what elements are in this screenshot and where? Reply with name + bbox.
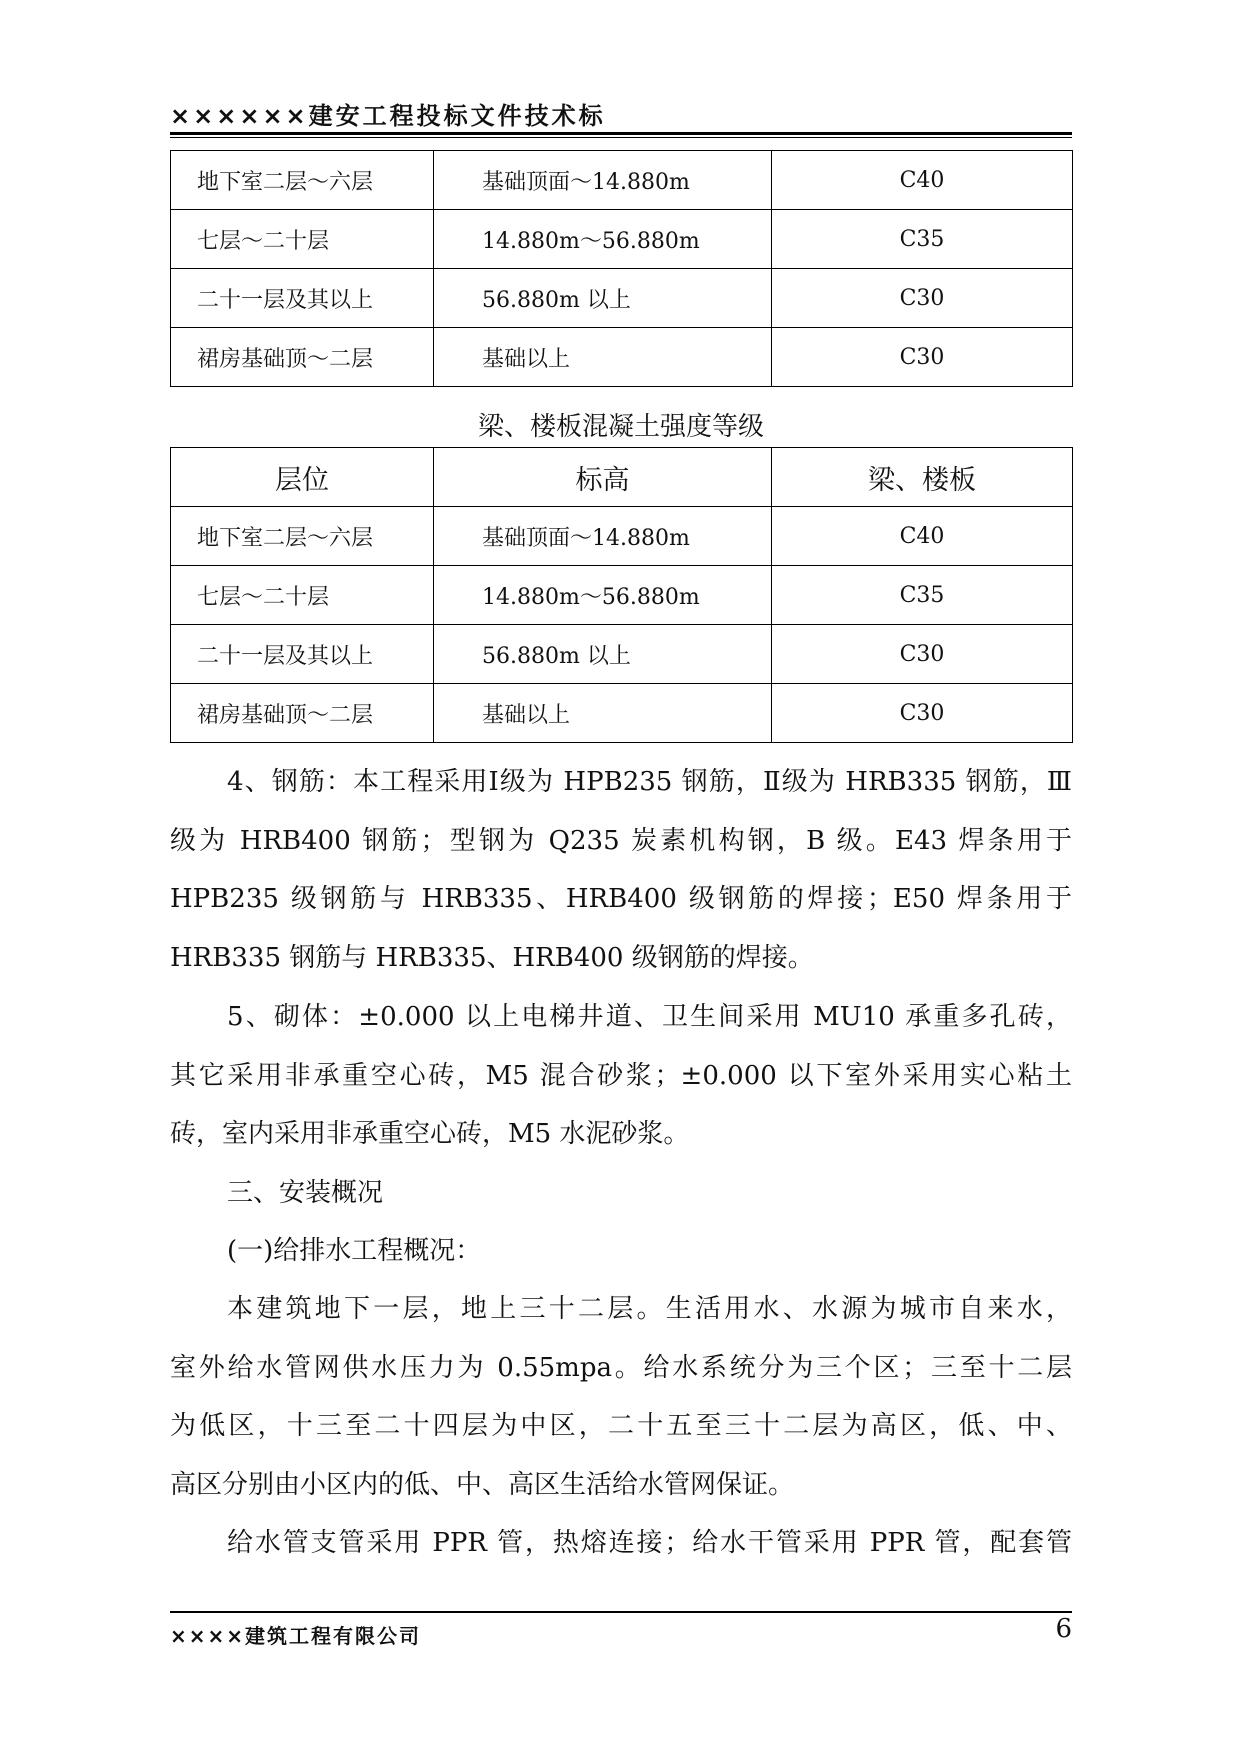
text-line: 5、砌体：±0.000 以上电梯井道、卫生间采用 MU10 承重多孔砖， (227, 1002, 1072, 1032)
text-line: 高区分别由小区内的低、中、高区生活给水管网保证。 (170, 1469, 795, 1500)
paragraph-water-supply (170, 1280, 1072, 1514)
table-cell-grade: C35 (772, 566, 1073, 625)
text-line: HRB335 钢筋与 HRB335、HRB400 级钢筋的焊接。 (170, 942, 814, 973)
table-cell-grade: C35 (772, 210, 1073, 269)
table-cell-grade: C30 (772, 625, 1073, 684)
table-cell-elevation: 14.880m～56.880m (434, 566, 772, 625)
paragraph-pipe (170, 1514, 1072, 1573)
table-cell-grade: C30 (772, 269, 1073, 328)
footer-company: ××××建筑工程有限公司 (170, 1624, 422, 1648)
table-caption: 梁、楼板混凝土强度等级 (477, 412, 764, 442)
column-header-elevation: 标高 (434, 448, 772, 507)
header-rule-thin (170, 137, 1072, 138)
header-rule-thick (170, 132, 1072, 135)
table-cell-elevation: 56.880m 以上 (434, 269, 772, 328)
text-line: 给水管支管采用 PPR 管，热熔连接；给水干管采用 PPR 管，配套管 (227, 1528, 1072, 1558)
table-cell-floor: 地下室二层～六层 (171, 151, 434, 210)
table-cell-floor: 二十一层及其以上 (171, 269, 434, 328)
text-line: 砖，室内采用非承重空心砖，M5 水泥砂浆。 (170, 1119, 690, 1149)
table-cell-grade: C30 (772, 328, 1073, 387)
text-line: 室外给水管网供水压力为 0.55mpa。给水系统分为三个区；三至十二层 (170, 1352, 1072, 1383)
column-header-beam-slab: 梁、楼板 (772, 448, 1073, 507)
table-cell-grade: C30 (772, 684, 1073, 743)
subsection-heading-water (170, 1222, 1072, 1281)
beam-slab-concrete-grade-table (170, 447, 1073, 743)
table-cell-elevation: 基础顶面～14.880m (434, 151, 772, 210)
page-header-title: ××××××建安工程投标文件技术标 (170, 102, 606, 130)
table-cell-floor: 七层～二十层 (171, 566, 434, 625)
text-line: 级为 HRB400 钢筋；型钢为 Q235 炭素机构钢，B 级。E43 焊条用于 (170, 825, 1072, 856)
table-cell-grade: C40 (772, 507, 1073, 566)
paragraph-masonry (170, 988, 1072, 1164)
table-cell-elevation: 14.880m～56.880m (434, 210, 772, 269)
table-cell-elevation: 基础以上 (434, 328, 772, 387)
table-row (171, 210, 1073, 269)
text-line: 本建筑地下一层，地上三十二层。生活用水、水源为城市自来水， (227, 1294, 1072, 1324)
column-header-floor: 层位 (171, 448, 434, 507)
paragraph-rebar (170, 753, 1072, 987)
text-line: 其它采用非承重空心砖，M5 混合砂浆；±0.000 以下室外采用实心粘土 (170, 1060, 1072, 1091)
table-row (171, 507, 1073, 566)
table-cell-elevation: 基础以上 (434, 684, 772, 743)
table-row (171, 625, 1073, 684)
text-line: 4、钢筋：本工程采用Ⅰ级为 HPB235 钢筋，Ⅱ级为 HRB335 钢筋，Ⅲ (227, 767, 1072, 797)
table-cell-floor: 裙房基础顶～二层 (171, 684, 434, 743)
heading-text: (一)给排水工程概况： (227, 1236, 482, 1266)
table-cell-elevation: 56.880m 以上 (434, 625, 772, 684)
table-cell-floor: 七层～二十层 (171, 210, 434, 269)
text-line: 为低区，十三至二十四层为中区，二十五至三十二层为高区，低、中、 (170, 1411, 1072, 1441)
footer-rule (170, 1611, 1072, 1613)
table-cell-grade: C40 (772, 151, 1073, 210)
heading-text: 三、安装概况 (227, 1178, 384, 1208)
table-header-row (171, 448, 1073, 507)
table-row (171, 566, 1073, 625)
table-cell-floor: 二十一层及其以上 (171, 625, 434, 684)
table-cell-floor: 裙房基础顶～二层 (171, 328, 434, 387)
text-line: HPB235 级钢筋与 HRB335、HRB400 级钢筋的焊接；E50 焊条用于 (170, 884, 1072, 914)
table-row (171, 684, 1073, 743)
table-row (171, 151, 1073, 210)
page-number: 6 (1055, 1614, 1072, 1644)
table-row (171, 328, 1073, 387)
table-cell-floor: 地下室二层～六层 (171, 507, 434, 566)
column-concrete-grade-table (170, 150, 1073, 387)
section-heading-installation (170, 1164, 1072, 1223)
table-row (171, 269, 1073, 328)
table-cell-elevation: 基础顶面～14.880m (434, 507, 772, 566)
